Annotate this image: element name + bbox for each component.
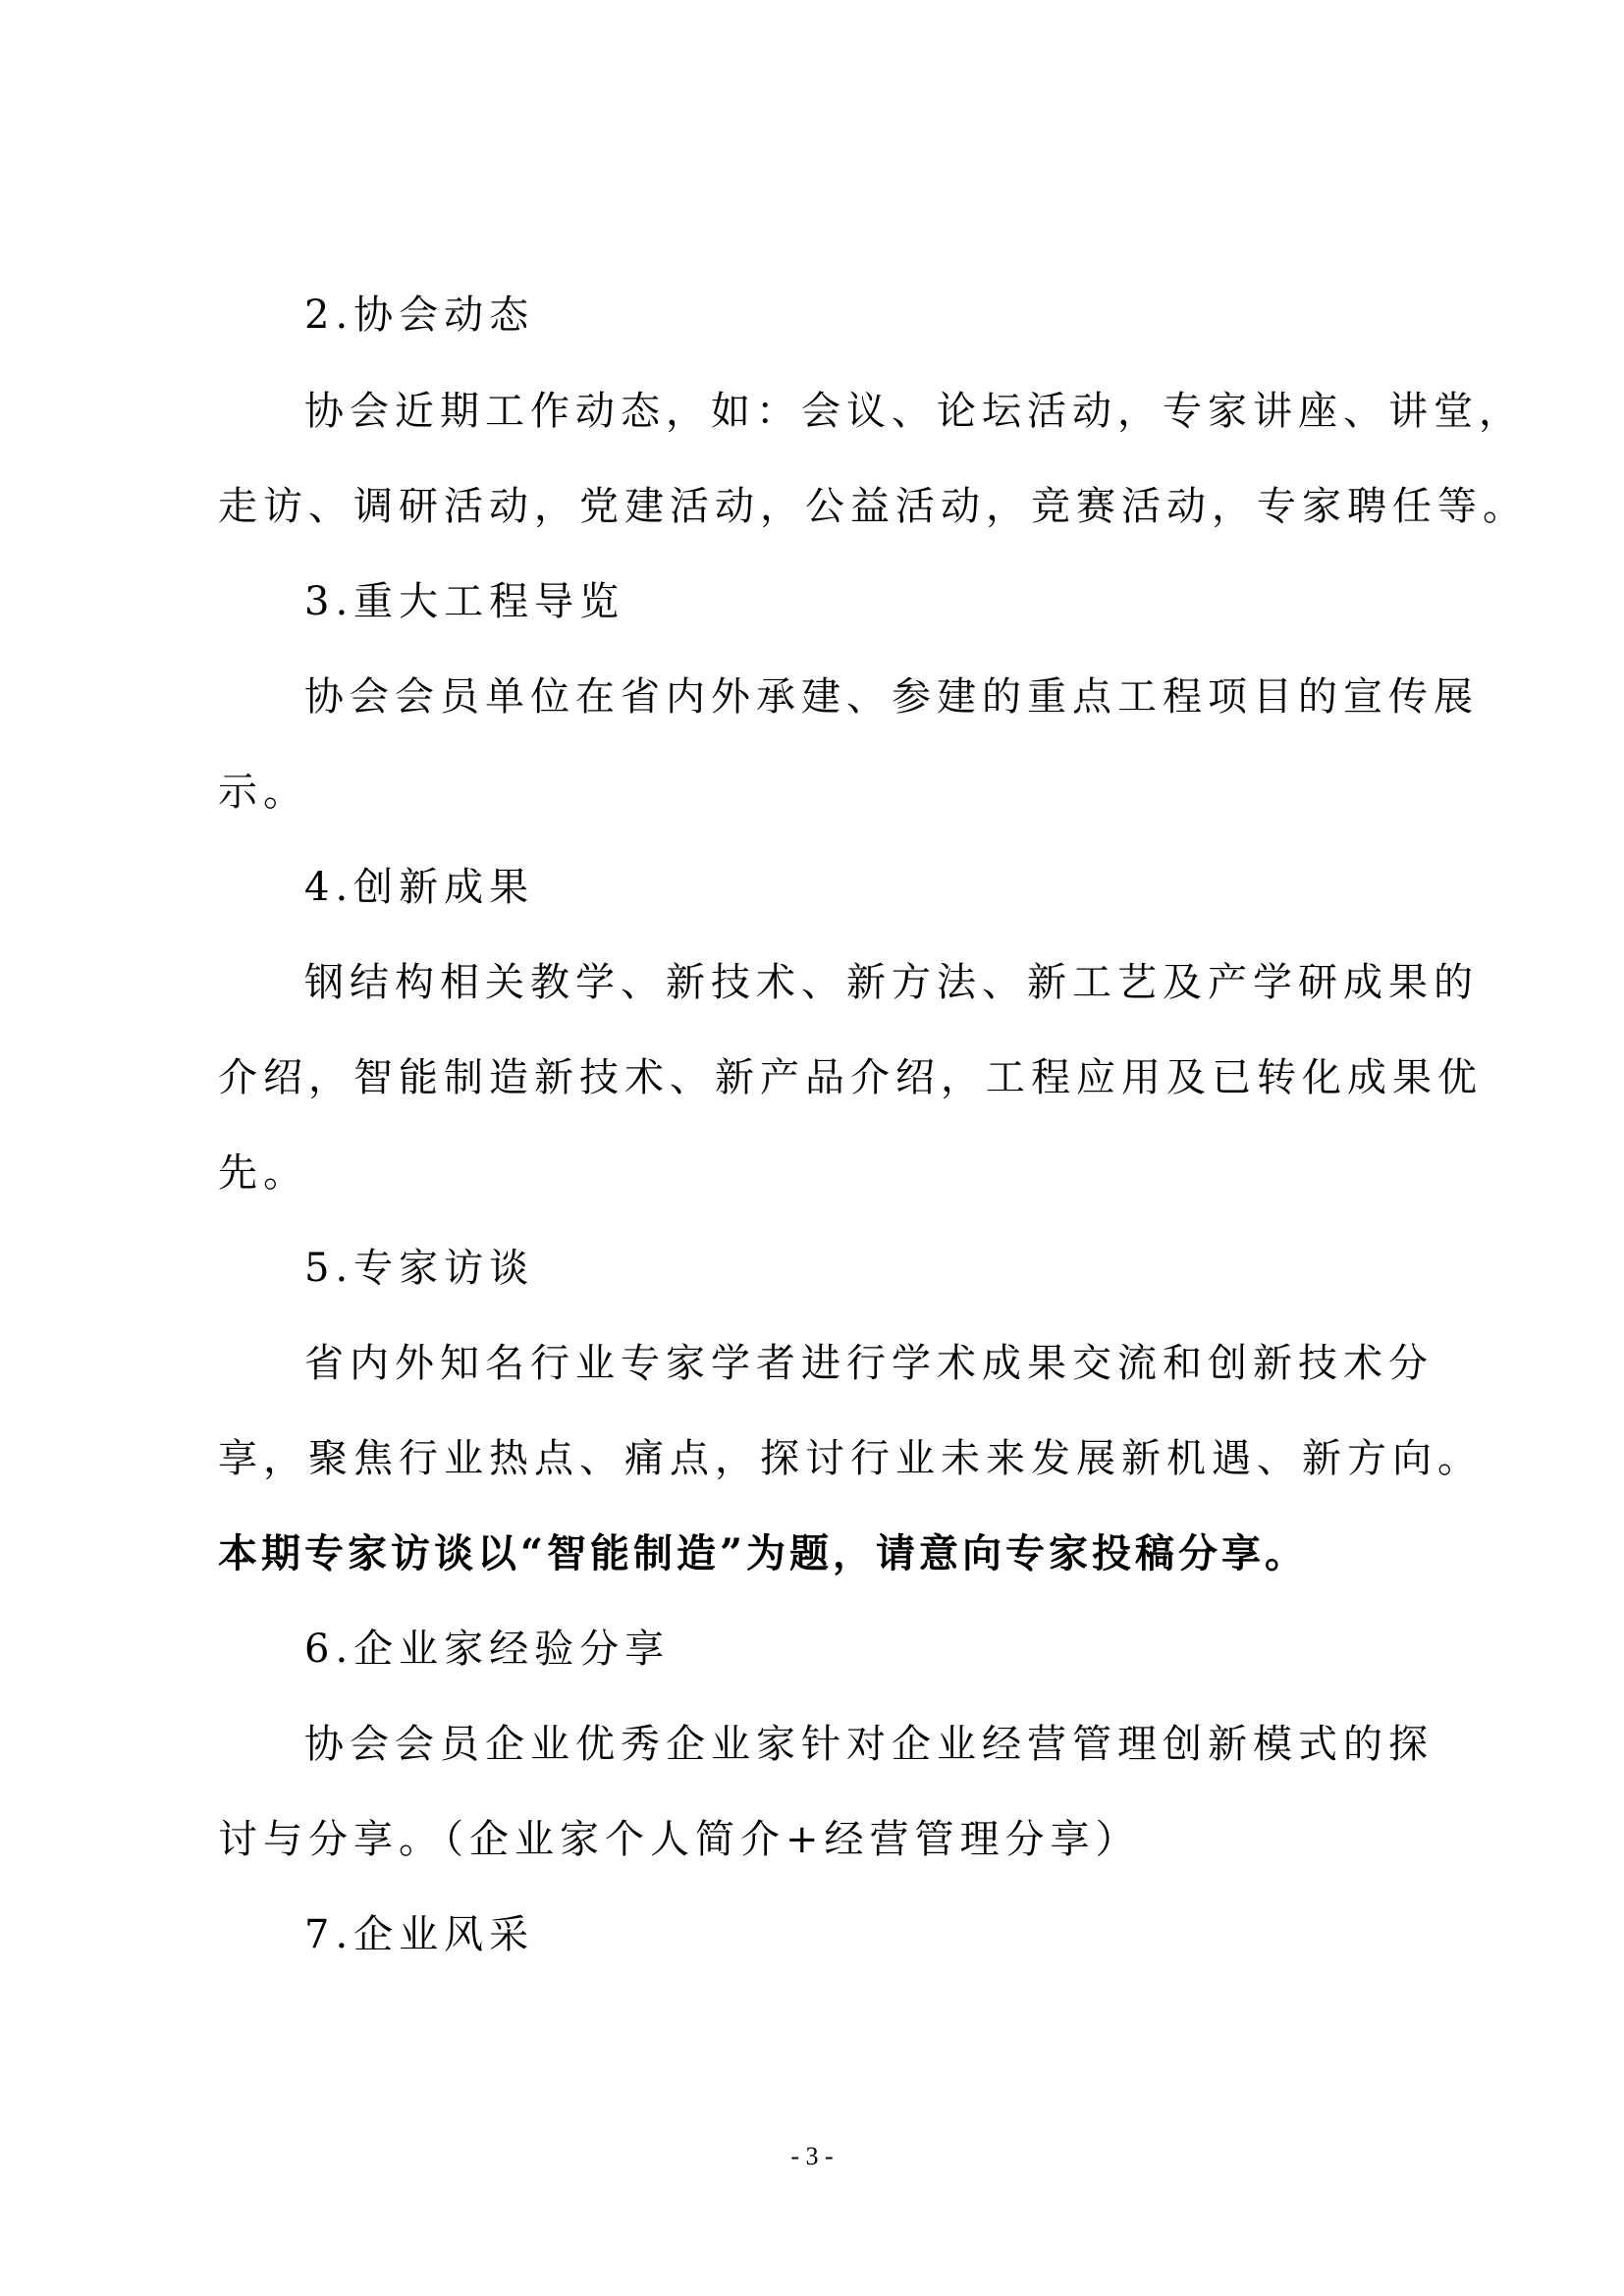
section-heading-enterprise-showcase: 7.企业风采 [304,1912,535,1957]
section-heading-association-news: 2.协会动态 [304,293,535,338]
emphasis-notice: 本期专家访谈以“智能制造”为题，请意向专家投稿分享。 [218,1530,1309,1576]
paragraph-line: 先。 [218,1150,308,1196]
paragraph-line: 协会会员企业优秀企业家针对企业经营管理创新模式的探 [304,1722,1434,1767]
paragraph-line: 钢结构相关教学、新技术、新方法、新工艺及产学研成果的 [304,960,1479,1005]
section-heading-major-projects: 3.重大工程导览 [304,579,625,624]
section-heading-innovation: 4.创新成果 [304,865,535,910]
paragraph-line: 介绍，智能制造新技术、新产品介绍，工程应用及已转化成果优 [218,1055,1483,1100]
section-heading-expert-interview: 5.专家访谈 [304,1246,535,1291]
paragraph-line: 协会近期工作动态，如：会议、论坛活动，专家讲座、讲堂， [304,389,1524,434]
paragraph-line: 协会会员单位在省内外承建、参建的重点工程项目的宣传展 [304,674,1479,720]
page-number: - 3 - [790,2142,834,2170]
section-heading-entrepreneur-sharing: 6.企业家经验分享 [304,1627,671,1672]
paragraph-line: 享，聚焦行业热点、痛点，探讨行业未来发展新机遇、新方向。 [218,1436,1483,1481]
paragraph-line: 省内外知名行业专家学者进行学术成果交流和创新技术分 [304,1341,1434,1386]
paragraph-line: 示。 [218,770,308,815]
paragraph-line: 走访、调研活动，党建活动，公益活动，竞赛活动，专家聘任等。 [218,484,1528,529]
paragraph-line: 讨与分享。（企业家个人简介+经营管理分享） [218,1817,1141,1862]
